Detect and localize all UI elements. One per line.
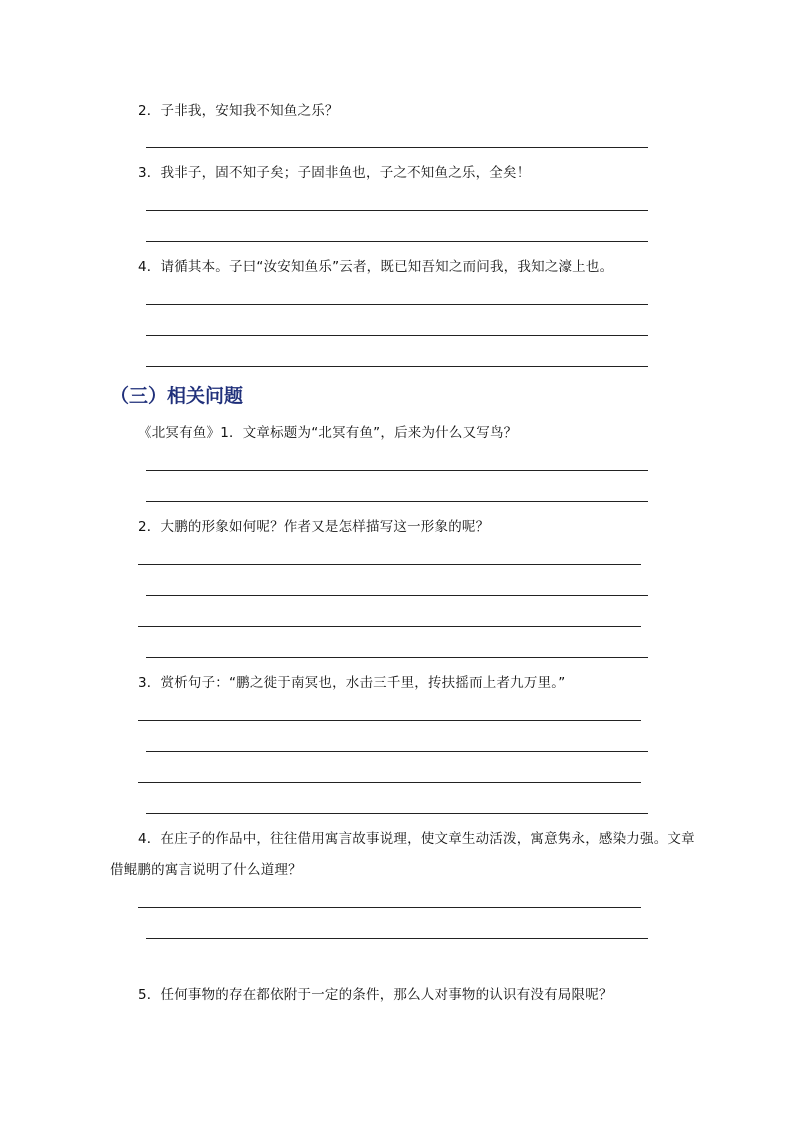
answer-line [138, 564, 641, 565]
question-2-text: 2．子非我，安知我不知鱼之乐？ [138, 103, 339, 119]
question-3-text: 3．我非子，固不知子矣；子固非鱼也，子之不知鱼之乐，全矣！ [138, 165, 531, 181]
related-question-5-text: 5．任何事物的存在都依附于一定的条件，那么人对事物的认识有没有局限呢？ [138, 987, 613, 1003]
answer-line [138, 720, 641, 721]
related-question-3-text: 3．赏析句子：“鹏之徙于南冥也，水击三千里，抟扶摇而上者九万里。” [138, 675, 566, 691]
answer-line [138, 907, 641, 908]
section-heading: （三）相关问题 [110, 385, 244, 407]
related-question-4-text-continued: 借鲲鹏的寓言说明了什么道理？ [110, 862, 302, 878]
related-question-1-text: 《北冥有鱼》1．文章标题为“北冥有鱼”，后来为什么又写鸟？ [138, 425, 518, 441]
answer-line [146, 335, 648, 336]
answer-line [146, 241, 648, 242]
answer-line [146, 304, 648, 305]
answer-line [138, 626, 641, 627]
answer-line [146, 210, 648, 211]
answer-line [146, 813, 648, 814]
answer-line [146, 366, 648, 367]
question-4-text: 4．请循其本。子曰“汝安知鱼乐”云者，既已知吾知之而问我，我知之濠上也。 [138, 259, 614, 275]
answer-line [146, 501, 648, 502]
answer-line [146, 147, 648, 148]
answer-line [146, 657, 648, 658]
answer-line [146, 938, 648, 939]
answer-line [146, 470, 648, 471]
answer-line [146, 751, 648, 752]
related-question-2-text: 2．大鹏的形象如何呢？作者又是怎样描写这一形象的呢？ [138, 519, 490, 535]
answer-line [146, 595, 648, 596]
related-question-4-text: 4．在庄子的作品中，往往借用寓言故事说理，使文章生动活泼，寓意隽永，感染力强。文章 [138, 831, 695, 847]
answer-line [138, 782, 641, 783]
